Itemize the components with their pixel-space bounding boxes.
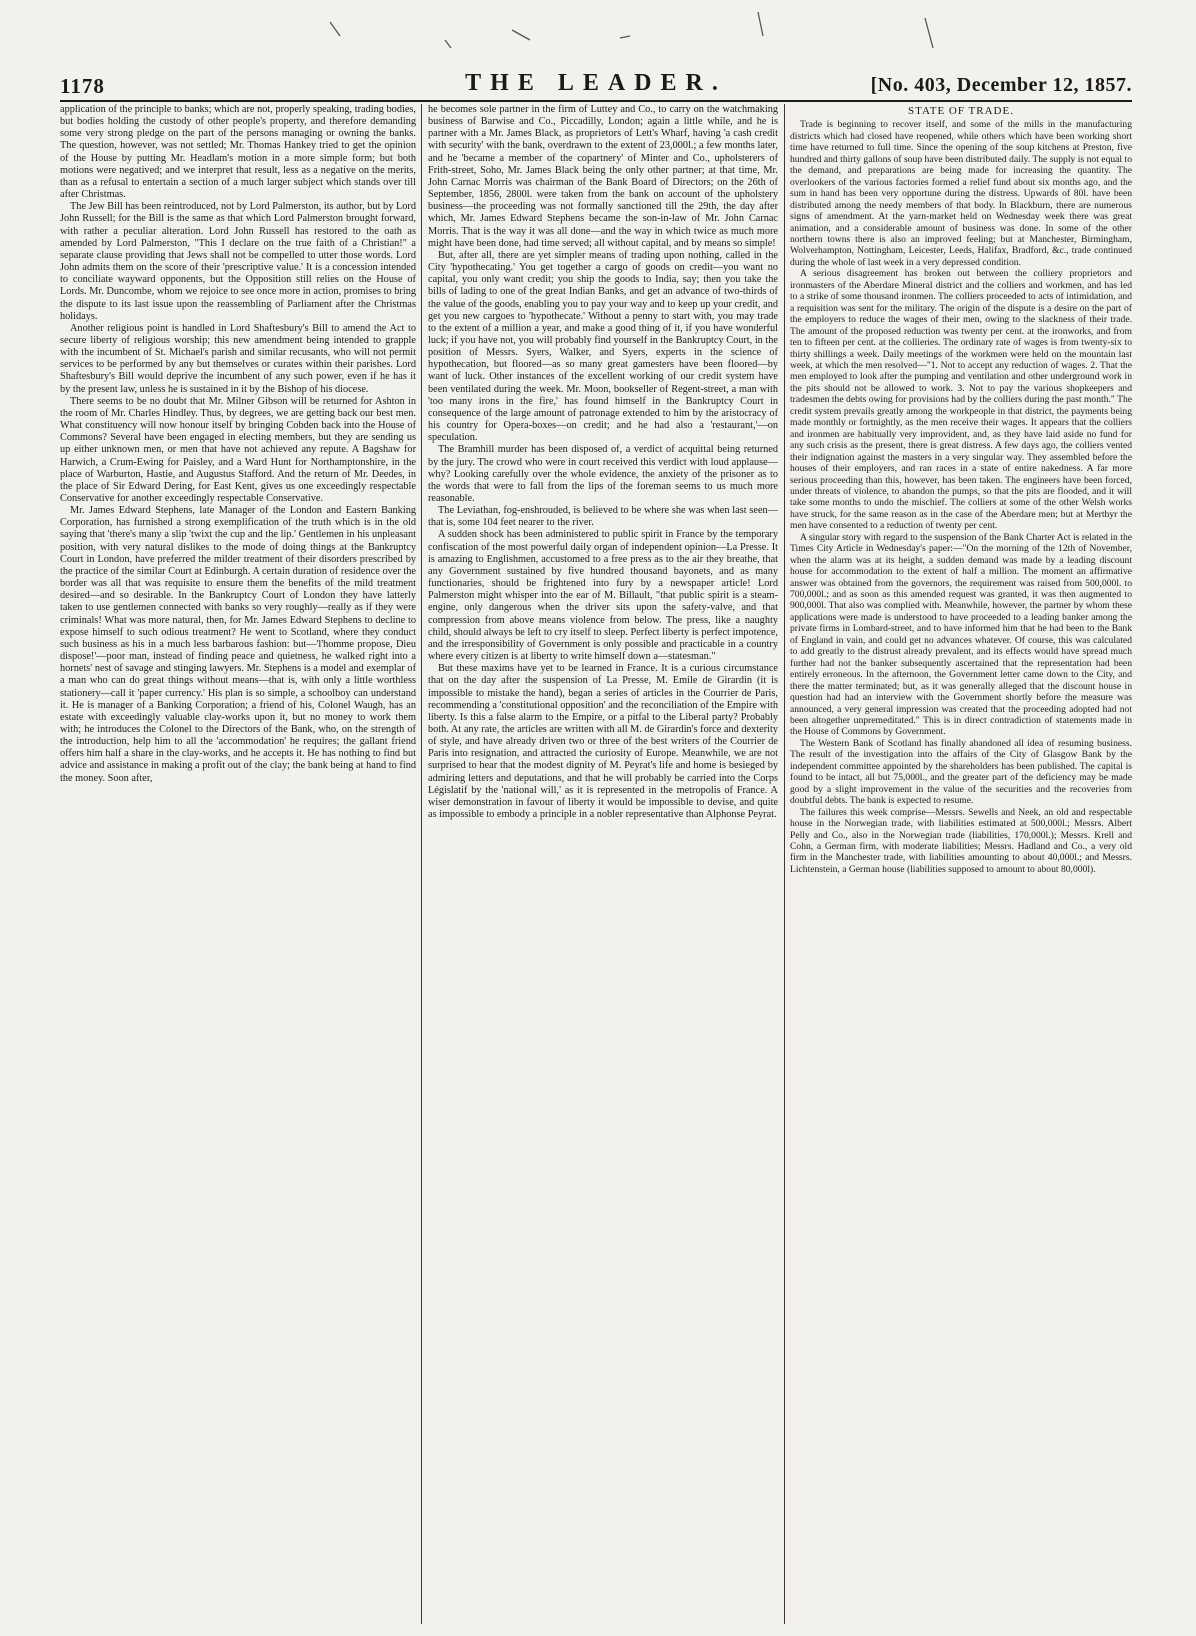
paragraph: Another religious point is handled in Lord Shaftesbury's Bill to amend the Act to secure liberty of religious worship; this new amendment being intended to grapple with the incumbent of St. Michael's parish and similar recusants, who will not permit services to be performed by any but themselves or curates within their parishes. Lord Shaftesbury's Bill would deprive the incumbent of any such power, even if he has it by the present law, unless he is sustained in it by the Bishop of his diocese. [60, 322, 416, 395]
paragraph: The Bramhill murder has been disposed of, a verdict of acquittal being returned by the jury. The crowd who were in court received this verdict with loud applause—why? Looking carefully over the whole evidence, the anxiety of the prisoner as to the words that were to fall from the lips of the foreman seems to us much more reasonable. [428, 444, 778, 504]
paragraph: application of the principle to banks; which are not, properly speaking, trading bodies, but bodies holding the custody of other people's property, and therefore demanding some very strong pledge on the part of the persons managing or owning the banks. The question, however, was not settled; Mr. Thomas Hankey tried to get the opinion of the House by putting Mr. Headlam's motion in a more simple form; but both motions were negatived; and we interpret that result, less as a negative on the merits, than as a refusal to entertain a section of a much larger subject which stands over till after Christmas. [60, 104, 416, 201]
paragraph: The Jew Bill has been reintroduced, not by Lord Palmerston, its author, but by Lord John Russell; for the Bill is the same as that which Lord Palmerston brought forward, with rather a peculiar alteration. Lord John Russell has restored to the oath as amended by Lord Palmerston, "This I declare on the true faith of a Christian!" a separate clause providing that Jews shall not be compelled to utter those words. Lord John admits them on the score of their 'prescriptive value.' It is a concession intended to conciliate wayward opponents, but the Opposition still relies on the House of Lords. Mr. Duncombe, whom we rejoice to see once more in action, promises to bring the dispute to its last issue upon the reassembling of Parliament after the Christmas holidays. [60, 201, 416, 322]
page-header [60, 68, 1132, 102]
column-2 [428, 104, 778, 1626]
masthead: THE LEADER. [465, 70, 727, 96]
scan-specks [0, 0, 1196, 70]
paragraph: Trade is beginning to recover itself, and some of the mills in the manufacturing districts which had closed have reopened, while others which have been working short time have returned to full time. Since the opening of the soup kitchens at Preston, five hundred and thirty gallons of soup have been distributed daily. The supply is not equal to the demand, and preparations are being made for increasing the quantity. The overlookers of the various factories formed a relief fund about six months ago, and the sum in hand has been very opportune during the distress. Upwards of 80l. have been distributed among the needy members of that body. In Blackburn, there are numerous signs of amendment. At the yarn-market held on Wednesday week there was great animation, and a considerable amount of business was done. In some of the other northern towns there is also an improved feeling; but at Manchester, Birmingham, Wolverhampton, Nottingham, Leicester, Leeds, Halifax, Bradford, &c., trade continued during the whole of last week in a very depressed condition. [790, 119, 1132, 268]
paragraph: The Western Bank of Scotland has finally abandoned all idea of resuming business. The result of the investigation into the affairs of the City of Glasgow Bank by the independent committee appointed by the shareholders has been published. The capital is found to be intact, all but 75,000l., and the greater part of the deficiency may be made good by a slight improvement in the value of the securities and the recoveries from doubtful debts. The bank is expected to resume. [790, 737, 1132, 807]
paragraph: The failures this week comprise—Messrs. Sewells and Neek, an old and respectable house in the Norwegian trade, with liabilities estimated at 500,000l.; Messrs. Albert Pelly and Co., also in the Norwegian trade (liabilities, 170,000l.); Messrs. Krell and Cohn, a German firm, with moderate liabilities; Messrs. Hadland and Co., a very old firm in the Manchester trade, with liabilities amounting to about 40,000l.; and Messrs. Lichtenstein, a German house (liabilities supposed to amount to about 80,000l). [790, 806, 1132, 875]
section-title: STATE OF TRADE. [908, 105, 1014, 117]
column-divider [421, 104, 422, 1624]
column-1 [60, 104, 416, 1626]
paragraph: A singular story with regard to the suspension of the Bank Charter Act is related in the Times City Article in Wednesday's paper:—"On the morning of the 12th of November, when the alarm was at its height, a sudden demand was made by a leading discount house for accommodation to the extent of half a million. The moment an affirmative answer was obtained from the governors, the requirement was raised from 500,000l. to 700,000l.; and as soon as this amended request was granted, it was then augmented to 900,000l. That also was complied with. Meanwhile, however, the partner by whom these applications were made is understood to have proceeded to a leading banker among the private firms in Lombard-street, and to have informed him that he had been to the Bank of England in vain, and could get no advances whatever. Of course, this was calculated to add greatly to the distrust already prevalent, and its effects would have spread much further had not the banker subsequently ascertained that the representation had been entirely erroneous. In the afternoon, the Government letter came down to the City, and there the matter terminated; but, as it was generally alleged that the discount house in question had had an interview with the Government shortly before the measure was announced, a very general impression was created that the proceeding adopted had not been altogether unpremeditated." This is in direct contradiction of statements made in the House of Commons by Government. [790, 531, 1132, 738]
paragraph: The Leviathan, fog-enshrouded, is believed to be where she was when last seen—that is, some 104 feet nearer to the river. [428, 505, 778, 529]
column-divider [784, 104, 785, 1624]
paragraph: There seems to be no doubt that Mr. Milner Gibson will be returned for Ashton in the room of Mr. Charles Hindley. Thus, by degrees, we are getting back our best men. What constituency will now honour itself by bringing Cobden back into the House of Commons? Several have been engaged in electing members, but they are sending us up either unknown men, or men that have not achieved any repute. A Bagshaw for Harwich, a Crum-Ewing for Paisley, and a Ward Hunt for Northamptonshire, in the place of Warburton, Hastie, and Augustus Stafford. And the return of Mr. Deedes, in the place of Sir Edward Dering, for East Kent, gives us one exceedingly respectable Conservative for another exceedingly respectable Conservative. [60, 395, 416, 504]
paragraph: A serious disagreement has broken out between the colliery proprietors and ironmasters of the Aberdare Mineral district and the colliers and workmen, and has led to a strike of some thousand ironmen. The colliers proceeded to acts of intimidation, and a requisition was sent for the military. The origin of the dispute is a desire on the part of the employers to reduce the wages of their men, owing to the slackness of their trade. The amount of the proposed reduction was twenty per cent. at the ironworks, and from ten to fifteen per cent. at the collieries. The ordinary rate of wages is from twenty-six to thirty shillings a week. Daily meetings of the workmen were held on the mountain last week, at which the men resolved—"1. Not to accept any reduction of wages. 2. That the men employed to look after the pumping and ventilation and other underground work in the pits should not be allowed to work. 3. Not to pay the various shopkeepers and tradesmen the debts owing for provisions had by the colliers during the past month." The credit system prevails greatly among the workpeople in that district, the payments being made monthly or fortnightly, as the men receive their wages. It appears that the colliers and ironmen are habitually very improvident, and, as they have laid aside no fund for any such crisis as the present, there is great distress. A few days ago, the colliers vented their indignation against the masters in a very singular way. They assembled before the houses of their employers, and ran races in a state of entire nakedness. A far more serious proceeding than this, however, has been taken. The engineers have been forced, under threats of violence, to abandon the pumps, so that the pits are flooded, and it will take some months to undo the mischief. The colliers at some of the other Welsh works have struck, for the same reason as in the case of the Aberdare men; but at Merthyr the men have consented to a reduction of twenty per cent. [790, 268, 1132, 532]
paragraph: But, after all, there are yet simpler means of trading upon nothing, called in the City 'hypothecating.' You get together a cargo of goods on credit—you want no capital, you only want credit; you ship the goods to India, say; then you take the bills of lading to one of the great Indian Banks, and get an advance of two-thirds of the value of the goods, enabling you to pay your way and to keep up your credit, and get you new cargoes to 'hypothecate.' Without a penny to start with, you may trade to the extent of a million a year, and make a good thing of it, if you have wonderful luck; if you have not, you will probably find yourself in the Bankruptcy Court, in the position of Messrs. Syers, Walker, and Syers, experts in the science of hypothecation, but floored—as so many great gamesters have been floored—by want of luck. Other instances of the excellent working of our credit system have been ventilated during the week. Mr. Moon, bookseller of Regent-street, a man with 'too many irons in the fire,' has found himself in the Bankruptcy Court in consequence of the large amount of patronage extended to him by the aristocracy of his country for Opera-boxes—on credit; and he had also a 'restaurant,'—on speculation. [428, 249, 778, 444]
paragraph: A sudden shock has been administered to public spirit in France by the temporary confiscation of the most powerful daily organ of independent opinion—La Presse. It is amazing to Englishmen, accustomed to a free press as to the air they breathe, that any Government sustained by five hundred thousand bayonets, and as many functionaries, should be frightened into fury by a newspaper article! Lord Palmerston might whisper into the ear of M. Billault, "that public spirit is a steam-engine, only dangerous when the driver sits upon the safety-valve, and that compression from above means violence from below. The press, like a naughty child, should always be left to cry itself to sleep. Perfect liberty is perfect impotence, and the irresponsibility of Government is only possible and practicable in a country where every citizen is at liberty to write himself down a—statesman." [428, 529, 778, 663]
paragraph: But these maxims have yet to be learned in France. It is a curious circumstance that on the day after the suspension of La Presse, M. Emile de Girardin (it is impossible to mistake the hand), began a series of articles in the Courrier de Paris, recommending a 'constitutional opposition' and the reconciliation of the Empire with liberty. Is this a false alarm to the Empire, or a pitfal to the Liberal party? Probably both. At any rate, the articles are written with all M. de Girardin's force and dexterity of style, and have already driven two or three of the best writers of the Courrier de Paris into resignation, and attracted the curiosity of Europe. Meanwhile, we are not surprised to hear that the modest dignity of M. Peyrat's life and home is besieged by admiring letters and deputations, and that he will probably be carried into the Corps Législatif by the 'national will,' as it is represented in the metropolis of France. A wiser demonstration in favour of liberty it would be impossible to devise, and quite as impossible to embody a principle in a nobler representative than Alphonse Peyrat. [428, 663, 778, 821]
paragraph: Mr. James Edward Stephens, late Manager of the London and Eastern Banking Corporation, has furnished a strong exemplification of the truth which is in the old saying that 'there's many a slip 'twixt the cup and the lip.' Gentlemen in his unpleasant position, with very natural dislikes to the mode of doing things at the Bankruptcy Court in London, have preferred the milder treatment of their disorders prescribed by the practice of the similar Court at Edinburgh. A certain duration of residence over the border was all that was requisite to ensure them the benefits of the mild treatment desired—and so desirable. In the Bankruptcy Court of London they have latterly taken to use gentlemen connected with banks so very roughly—really as if they were criminals! What was more natural, then, for Mr. James Edward Stephens to decline to expose himself to such odious treatment? He went to Scotland, where they conduct such business as his in a much less barbarous fashion: but—'l'homme propose, Dieu dispose!'—poor man, instead of finding peace and quietness, he walked right into a hornets' nest of savage and stinging lawyers. Mr. Stephens is a model and exemplar of a man who can do great things without means—that is, with only a little worthless stationery—call it 'paper currency.' His plan is so simple, a schoolboy can understand it. He is manager of a Banking Corporation; a friend of his, Colonel Waugh, has an estate with exceedingly valuable clay-works upon it, but no money to work them with; he introduces the Colonel to the Directors of the Bank, who, on the strength of the introduction, help him to all the 'accommodation' he requires; the gallant friend offers him half a share in the clay-works, and he accepts it. He has nothing to find but advice and assistance in making a profit out of the clay; the bank being at hand to find the money. Soon after, [60, 505, 416, 784]
column-3 [790, 104, 1132, 1626]
header-rule [60, 100, 1132, 102]
paragraph: he becomes sole partner in the firm of Luttey and Co., to carry on the watchmaking business of Barwise and Co., Piccadilly, London; again a little while, and he is partner with a Mr. James Black, as proprietors of Lett's Wharf, having 'a cash credit with security' with the bank, overdrawn to the extent of 23,000l.; a few months later, and he 'became a member of the copartnery' of Minter and Co., upholsterers of Frith-street, Soho, Mr. James Black being the only other partner; at that time, Mr. John Carnac Morris was chairman of the Bank Board of Directors; on the 26th of September, 1856, 2800l. were taken from the bank on account of the upholstery business—the proceeding was not formally sanctioned till the 29th, the day after which, Mr. James Edward Stephens became the son-in-law of Mr. John Carnac Morris. That is the way it was all done—and the way in which twice as much more might have been done, had time served; all without capital, and by means so simple! [428, 104, 778, 249]
issue-date: [No. 403, December 12, 1857. [870, 74, 1132, 96]
page-number: 1178 [60, 74, 105, 98]
